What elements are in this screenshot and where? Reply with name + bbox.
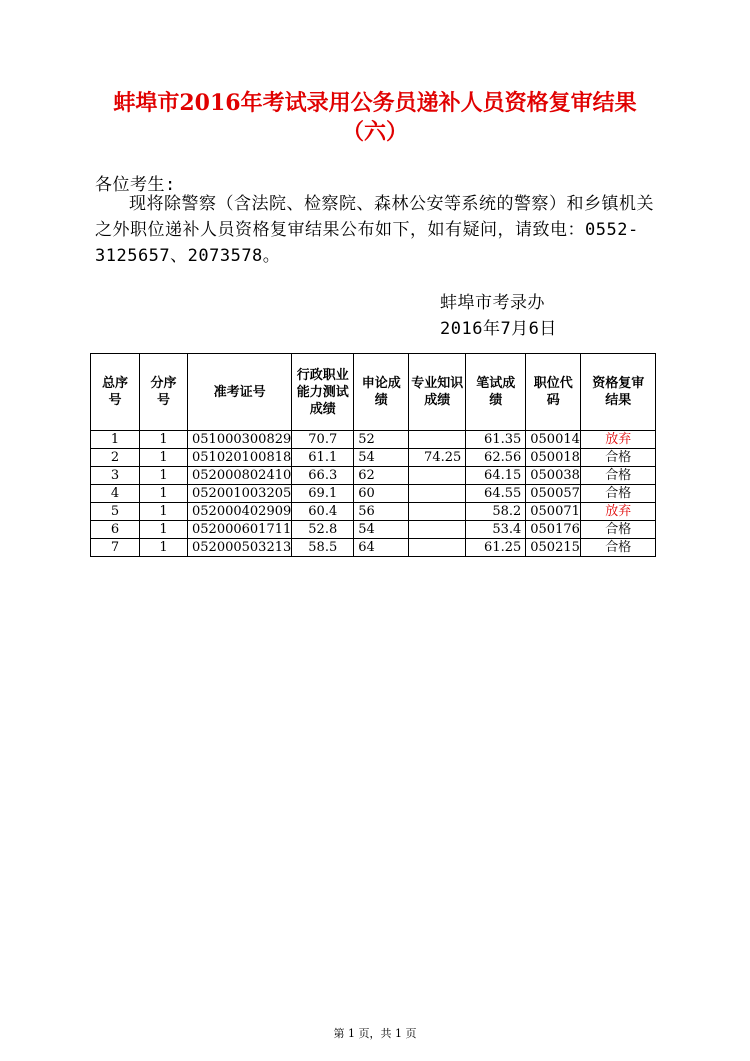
cell-written-score: 58.2 [466,503,526,521]
cell-exam-id: 052001003205 [188,485,292,503]
cell-exam-id: 052000802410 [188,467,292,485]
cell-total-no: 7 [91,539,140,557]
cell-essay-score: 54 [354,449,409,467]
header-label: 行政职业能力测试成绩 [296,367,349,417]
cell-review-result: 合格 [581,449,656,467]
cell-professional-score [409,503,466,521]
signature-date: 2016年7月6日 [440,319,557,339]
cell-professional-score: 74.25 [409,449,466,467]
cell-aptitude-score: 52.8 [292,521,354,539]
table-row [91,521,656,539]
cell-position-code: 050018 [526,449,581,467]
cell-review-result: 合格 [581,467,656,485]
header-professional-score [409,354,466,431]
signature-org: 蚌埠市考录办 [440,293,545,313]
cell-essay-score: 52 [354,431,409,449]
cell-position-code: 050215 [526,539,581,557]
table-row [91,449,656,467]
cell-exam-id: 052000402909 [188,503,292,521]
cell-exam-id: 051000300829 [188,431,292,449]
cell-review-result: 放弃 [581,503,656,521]
cell-review-result: 放弃 [581,431,656,449]
cell-position-code: 050176 [526,521,581,539]
cell-exam-id: 052000601711 [188,521,292,539]
header-aptitude-score [292,354,354,431]
cell-aptitude-score: 61.1 [292,449,354,467]
cell-sub-no: 1 [140,467,188,485]
header-label: 专业知识成绩 [411,376,464,408]
cell-essay-score: 64 [354,539,409,557]
cell-total-no: 5 [91,503,140,521]
cell-aptitude-score: 66.3 [292,467,354,485]
cell-written-score: 64.15 [466,467,526,485]
table-row [91,485,656,503]
cell-written-score: 61.35 [466,431,526,449]
cell-aptitude-score: 69.1 [292,485,354,503]
cell-professional-score [409,539,466,557]
header-total-no [91,354,140,431]
cell-written-score: 61.25 [466,539,526,557]
header-review-result [581,354,656,431]
header-label: 职位代码 [533,376,573,408]
results-table [90,353,656,557]
header-written-score [466,354,526,431]
cell-exam-id: 052000503213 [188,539,292,557]
table-header-row [91,354,656,431]
cell-sub-no: 1 [140,449,188,467]
cell-total-no: 4 [91,485,140,503]
cell-exam-id: 051020100818 [188,449,292,467]
cell-position-code: 050057 [526,485,581,503]
header-label: 准考证号 [213,384,266,400]
cell-sub-no: 1 [140,485,188,503]
cell-total-no: 6 [91,521,140,539]
cell-sub-no: 1 [140,431,188,449]
cell-professional-score [409,485,466,503]
header-label: 笔试成绩 [476,376,516,408]
cell-review-result: 合格 [581,539,656,557]
header-essay-score [354,354,409,431]
header-label: 总序号 [101,376,128,408]
page-footer: 第 1 页，共 1 页 [333,1027,417,1040]
greeting: 各位考生: [95,175,176,195]
table-row [91,467,656,485]
page-title: 蚌埠市2016年考试录用公务员递补人员资格复审结果 [113,90,637,116]
header-position-code [526,354,581,431]
table-row [91,431,656,449]
cell-review-result: 合格 [581,521,656,539]
cell-essay-score: 60 [354,485,409,503]
cell-written-score: 64.55 [466,485,526,503]
cell-aptitude-score: 58.5 [292,539,354,557]
cell-professional-score [409,467,466,485]
table-row [91,503,656,521]
cell-total-no: 3 [91,467,140,485]
cell-review-result: 合格 [581,485,656,503]
page-subtitle: （六） [341,119,408,145]
cell-professional-score [409,521,466,539]
cell-sub-no: 1 [140,521,188,539]
cell-written-score: 53.4 [466,521,526,539]
cell-professional-score [409,431,466,449]
header-label: 分序号 [150,376,177,408]
header-exam-id [188,354,292,431]
cell-position-code: 050071 [526,503,581,521]
cell-sub-no: 1 [140,503,188,521]
cell-sub-no: 1 [140,539,188,557]
cell-essay-score: 56 [354,503,409,521]
header-label: 资格复审结果 [592,376,645,408]
cell-aptitude-score: 70.7 [292,431,354,449]
header-sub-no [140,354,188,431]
cell-position-code: 050038 [526,467,581,485]
cell-position-code: 050014 [526,431,581,449]
cell-aptitude-score: 60.4 [292,503,354,521]
cell-essay-score: 62 [354,467,409,485]
cell-written-score: 62.56 [466,449,526,467]
cell-total-no: 2 [91,449,140,467]
cell-essay-score: 54 [354,521,409,539]
notice-paragraph: 现将除警察（含法院、检察院、森林公安等系统的警察）和乡镇机关之外职位递补人员资格复审结果公布如下，如有疑问，请致电：0552-3125657、2073578。 [95,194,654,266]
cell-total-no: 1 [91,431,140,449]
table-row [91,539,656,557]
header-label: 申论成绩 [361,376,401,408]
